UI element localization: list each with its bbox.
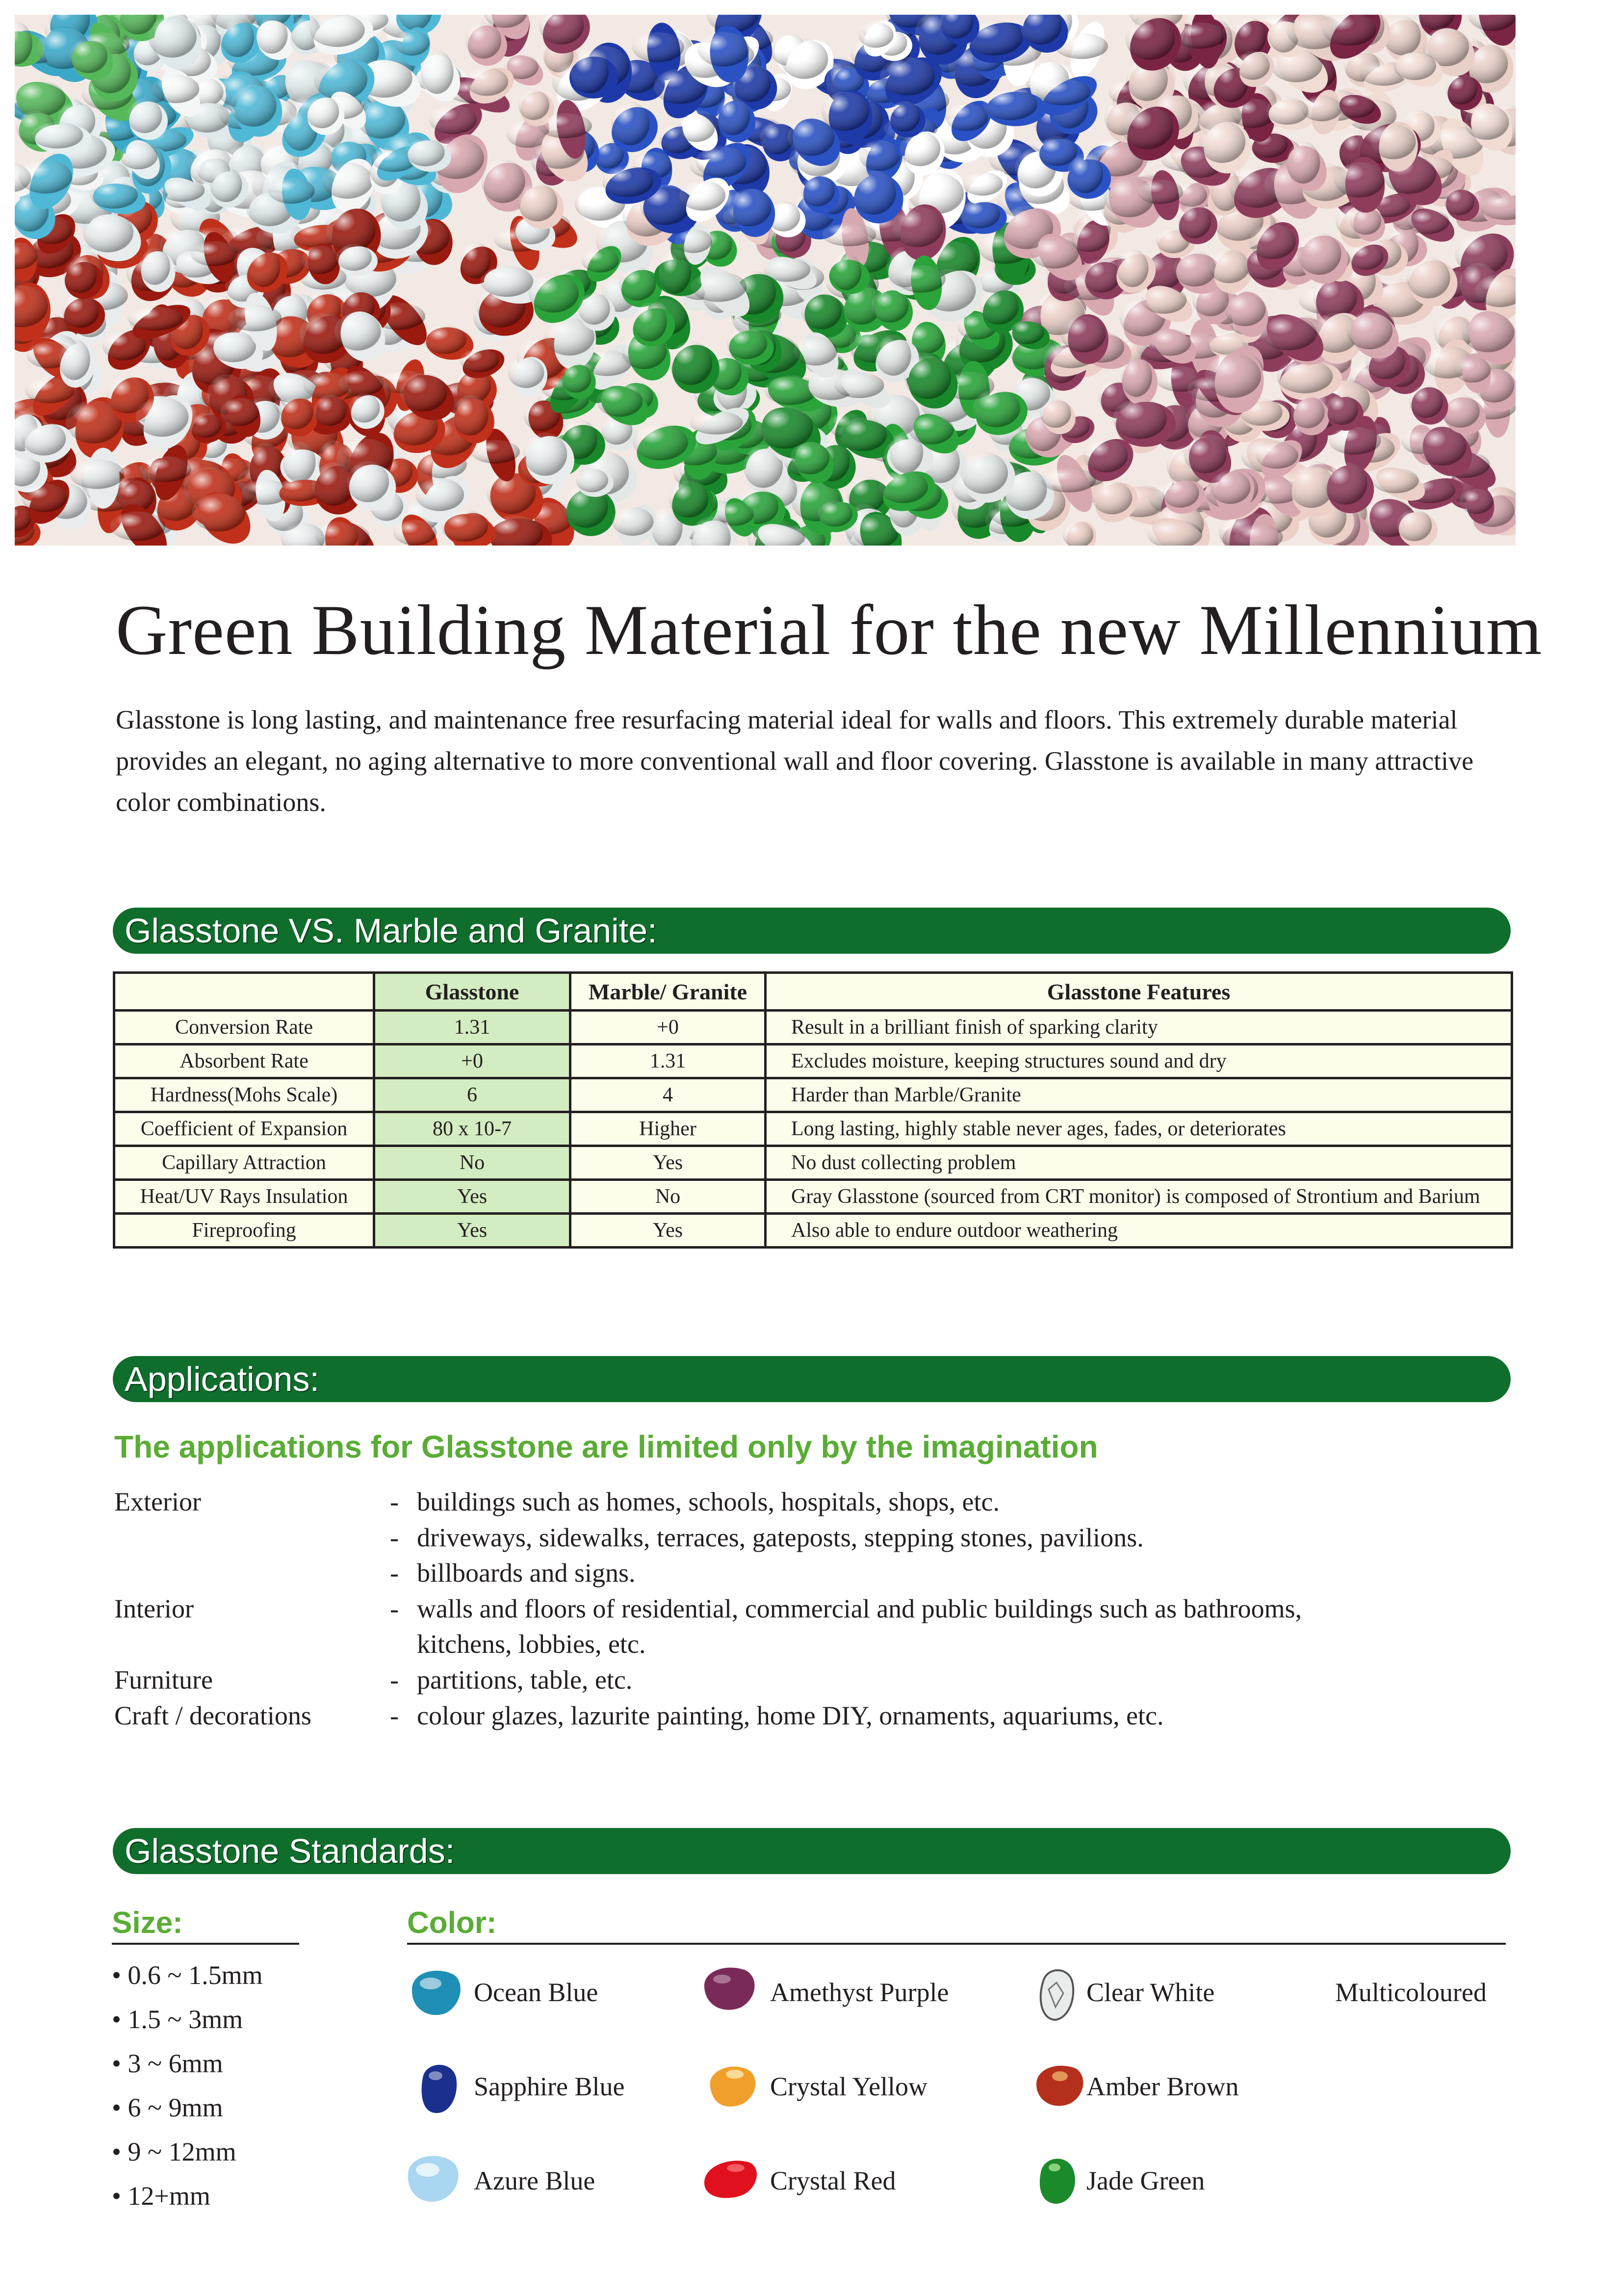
glasstone-value: 1.31 xyxy=(374,1011,570,1044)
application-line: - walls and floors of residential, commercial and public buildings such as bathrooms, xyxy=(390,1594,1302,1623)
jade-green-gem-icon xyxy=(1035,2153,1079,2207)
marble-value: +0 xyxy=(570,1011,766,1044)
feature-text: Harder than Marble/Granite xyxy=(766,1078,1512,1112)
size-item: • 9 ~ 12mm xyxy=(112,2137,236,2166)
comparison-row xyxy=(114,1078,1512,1112)
comparison-table xyxy=(113,971,1513,1249)
application-line: - billboards and signs. xyxy=(390,1558,636,1588)
size-item: • 12+mm xyxy=(112,2181,210,2211)
feature-text: Excludes moisture, keeping structures sound and dry xyxy=(766,1044,1512,1078)
marble-value: No xyxy=(570,1180,766,1214)
feature-text: Long lasting, highly stable never ages, fades, or deteriorates xyxy=(766,1112,1512,1146)
comparison-row xyxy=(114,1146,1512,1180)
marble-value: 4 xyxy=(570,1078,766,1112)
page-title: Green Building Material for the new Millennium xyxy=(116,590,1543,670)
application-line: - driveways, sidewalks, terraces, gateposts, stepping stones, pavilions. xyxy=(390,1523,1144,1552)
crystal-red-gem-icon xyxy=(701,2156,760,2200)
application-line: - colour glazes, lazurite painting, home DIY, ornaments, aquariums, etc. xyxy=(390,1701,1164,1730)
header-empty-cell xyxy=(114,973,374,1011)
color-clear-white: Clear White xyxy=(1086,1978,1215,2007)
size-item: • 3 ~ 6mm xyxy=(112,2049,223,2078)
comparison-row xyxy=(114,1044,1512,1078)
size-item: • 6 ~ 9mm xyxy=(112,2093,223,2122)
crystal-yellow-gem-icon xyxy=(705,2060,759,2109)
feature-text: Result in a brilliant finish of sparking clarity xyxy=(766,1011,1512,1044)
comparison-row xyxy=(114,1011,1512,1044)
ocean-blue-gem-icon xyxy=(407,1965,466,2019)
applications-heading-band: Applications: xyxy=(113,1356,1511,1402)
marble-value: Yes xyxy=(570,1214,766,1248)
feature-text: Also able to endure outdoor weathering xyxy=(766,1214,1512,1248)
application-line: - buildings such as homes, schools, hospitals, shops, etc. xyxy=(390,1487,1000,1516)
glasstone-value: 80 x 10-7 xyxy=(374,1112,570,1146)
standards-heading-band: Glasstone Standards: xyxy=(113,1828,1511,1874)
category-craft-decorations: Craft / decorations xyxy=(114,1701,311,1730)
comparison-header-row xyxy=(114,973,1512,1011)
header-glasstone: Glasstone xyxy=(374,973,570,1011)
color-amethyst-purple: Amethyst Purple xyxy=(770,1978,949,2007)
row-label: Fireproofing xyxy=(114,1214,374,1248)
color-amber-brown: Amber Brown xyxy=(1086,2072,1239,2101)
size-underline xyxy=(112,1943,299,1945)
azure-blue-gem-icon xyxy=(403,2150,462,2204)
category-furniture: Furniture xyxy=(114,1665,213,1695)
glasstone-value: No xyxy=(374,1146,570,1180)
glasstone-value: 6 xyxy=(374,1078,570,1112)
marble-value: Yes xyxy=(570,1146,766,1180)
color-crystal-red: Crystal Red xyxy=(770,2166,896,2195)
feature-text: Gray Glasstone (sourced from CRT monitor) is composed of Strontium and Barium xyxy=(766,1180,1512,1214)
amber-brown-gem-icon xyxy=(1032,2060,1086,2109)
clear-white-gem-icon xyxy=(1034,1965,1078,2024)
application-line: kitchens, lobbies, etc. xyxy=(417,1629,646,1659)
applications-subheading: The applications for Glasstone are limited only by the imagination xyxy=(114,1429,1098,1464)
glasstone-value: Yes xyxy=(374,1180,570,1214)
color-sapphire-blue: Sapphire Blue xyxy=(474,2072,625,2101)
category-interior: Interior xyxy=(114,1594,194,1623)
size-item: • 1.5 ~ 3mm xyxy=(112,2005,243,2034)
size-heading: Size: xyxy=(112,1906,183,1940)
application-line: - partitions, table, etc. xyxy=(390,1665,633,1695)
intro-paragraph: Glasstone is long lasting, and maintenance free resurfacing material ideal for walls and floors. This extremely durable material provides an elegant, no aging alternative to more conventional wall and floor covering. Glasstone is available in many attractive color combinations. xyxy=(116,705,1474,817)
size-item: • 0.6 ~ 1.5mm xyxy=(112,1960,263,1990)
color-ocean-blue: Ocean Blue xyxy=(474,1978,598,2007)
marble-value: Higher xyxy=(570,1112,766,1146)
color-multicoloured: Multicoloured xyxy=(1335,1978,1487,2007)
sapphire-blue-gem-icon xyxy=(416,2058,460,2117)
category-exterior: Exterior xyxy=(114,1487,201,1516)
row-label: Hardness(Mohs Scale) xyxy=(114,1078,374,1112)
glasstone-value: +0 xyxy=(374,1044,570,1078)
comparison-row xyxy=(114,1112,1512,1146)
header-marble-granite: Marble/ Granite xyxy=(570,973,766,1011)
feature-text: No dust collecting problem xyxy=(766,1146,1512,1180)
color-heading: Color: xyxy=(407,1906,497,1940)
row-label: Heat/UV Rays Insulation xyxy=(114,1180,374,1214)
comparison-row xyxy=(114,1214,1512,1248)
hero-glass-pebbles-photo xyxy=(15,15,1516,546)
row-label: Coefficient of Expansion xyxy=(114,1112,374,1146)
color-underline xyxy=(407,1943,1506,1945)
row-label: Capillary Attraction xyxy=(114,1146,374,1180)
glasstone-value: Yes xyxy=(374,1214,570,1248)
row-label: Absorbent Rate xyxy=(114,1044,374,1078)
amethyst-purple-gem-icon xyxy=(700,1963,759,2012)
marble-value: 1.31 xyxy=(570,1044,766,1078)
color-crystal-yellow: Crystal Yellow xyxy=(770,2072,928,2101)
comparison-heading-band: Glasstone VS. Marble and Granite: xyxy=(113,908,1511,954)
row-label: Conversion Rate xyxy=(114,1011,374,1044)
comparison-row xyxy=(114,1180,1512,1214)
header-glasstone-features: Glasstone Features xyxy=(766,973,1512,1011)
color-azure-blue: Azure Blue xyxy=(474,2166,595,2195)
color-jade-green: Jade Green xyxy=(1086,2166,1205,2195)
